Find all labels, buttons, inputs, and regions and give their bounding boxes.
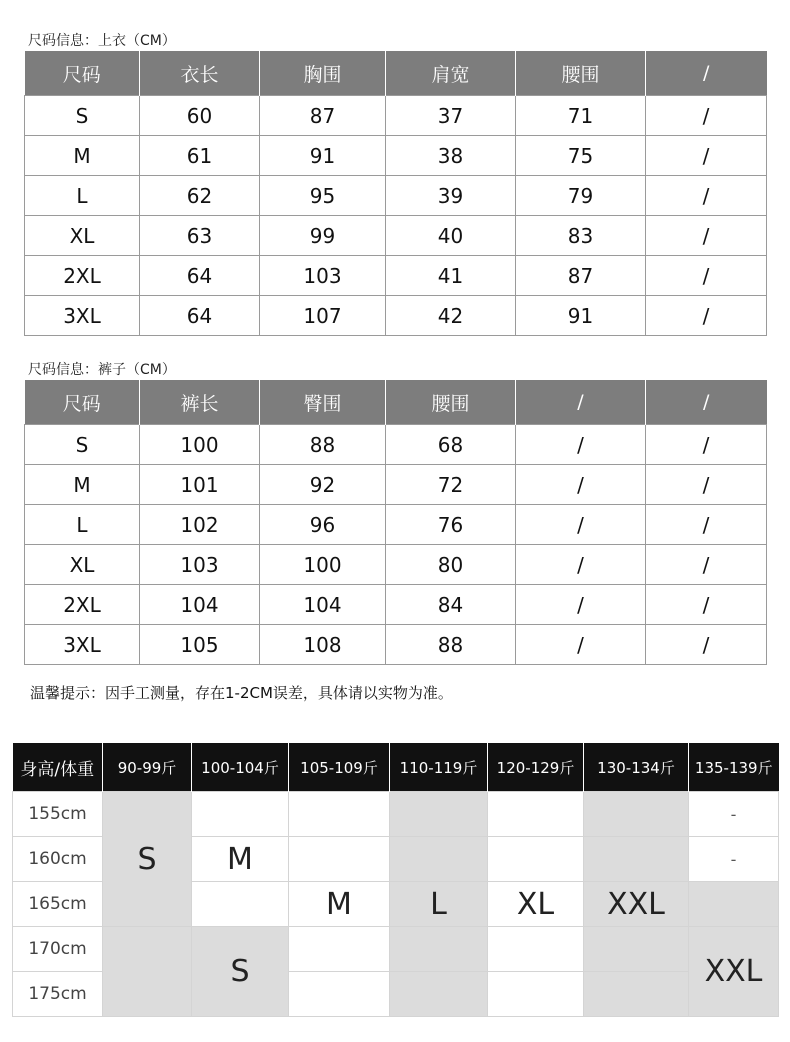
height-label: 155cm [13,792,103,837]
cell: 80 [386,545,516,585]
cell: / [646,256,767,296]
cell: 2XL [25,585,140,625]
size-cell [390,972,488,1017]
cell: 108 [260,625,386,665]
cell: 88 [386,625,516,665]
cell: 61 [140,136,260,176]
cell: 63 [140,216,260,256]
cell: 95 [260,176,386,216]
cell: 103 [260,256,386,296]
col-header-empty: / [516,380,646,425]
size-cell: XXL [689,927,779,1017]
col-header-empty: / [646,380,767,425]
cell: 88 [260,425,386,465]
size-cell [584,837,689,882]
cell: 104 [140,585,260,625]
size-cell [488,927,584,972]
size-cell: M [192,837,289,882]
cell: / [516,425,646,465]
cell: 3XL [25,296,140,336]
col-header-size: 尺码 [25,51,140,96]
bottom-table-caption: 尺码信息：裤子（CM） [28,362,176,378]
col-header-weight: 120-129斤 [488,743,584,792]
col-header-chest: 胸围 [260,51,386,96]
cell: M [25,136,140,176]
table-row [25,96,767,136]
height-label: 160cm [13,837,103,882]
col-header-waist: 腰围 [516,51,646,96]
cell: / [646,136,767,176]
col-header-weight: 100-104斤 [192,743,289,792]
table-row [25,176,767,216]
cell: 71 [516,96,646,136]
col-header-empty: / [646,51,767,96]
cell: M [25,465,140,505]
size-cell [390,792,488,837]
table-row [25,505,767,545]
col-header-weight: 105-109斤 [289,743,390,792]
cell: 64 [140,256,260,296]
cell: 92 [260,465,386,505]
cell: 40 [386,216,516,256]
table-row [25,216,767,256]
cell: 68 [386,425,516,465]
size-cell [289,792,390,837]
table-row [25,545,767,585]
size-cell: S [192,927,289,1017]
table-row [25,136,767,176]
size-cell [488,792,584,837]
size-cell: L [390,882,488,927]
size-cell [488,837,584,882]
cell: 39 [386,176,516,216]
cell: 103 [140,545,260,585]
cell: / [646,465,767,505]
cell: / [646,296,767,336]
size-cell [584,972,689,1017]
table-row [25,425,767,465]
bottom-table-header-row [25,380,767,425]
cell: / [646,585,767,625]
size-cell [192,792,289,837]
top-size-table [24,51,767,336]
cell: / [516,625,646,665]
col-header-size: 尺码 [25,380,140,425]
cell: XL [25,216,140,256]
size-cell [192,882,289,927]
col-header-waist: 腰围 [386,380,516,425]
cell: 105 [140,625,260,665]
cell: 72 [386,465,516,505]
size-cell: - [689,792,779,837]
table-row [25,296,767,336]
size-cell [289,837,390,882]
size-cell: XL [488,882,584,927]
col-header-weight: 135-139斤 [689,743,779,792]
col-header-length: 衣长 [140,51,260,96]
cell: 87 [516,256,646,296]
size-cell: S [103,792,192,927]
cell: 2XL [25,256,140,296]
cell: 91 [260,136,386,176]
table-row [25,625,767,665]
cell: 104 [260,585,386,625]
cell: 87 [260,96,386,136]
cell: / [646,425,767,465]
cell: L [25,176,140,216]
cell: 102 [140,505,260,545]
cell: 76 [386,505,516,545]
cell: S [25,425,140,465]
size-cell [289,972,390,1017]
cell: 79 [516,176,646,216]
cell: / [646,216,767,256]
cell: 96 [260,505,386,545]
table-row [13,927,779,972]
cell: 38 [386,136,516,176]
cell: 84 [386,585,516,625]
table-row [13,792,779,837]
cell: / [646,545,767,585]
cell: 100 [260,545,386,585]
cell: / [646,505,767,545]
cell: / [516,545,646,585]
col-header-weight: 110-119斤 [390,743,488,792]
cell: 3XL [25,625,140,665]
cell: 37 [386,96,516,136]
cell: S [25,96,140,136]
size-cell [289,927,390,972]
size-cell: XXL [584,882,689,927]
cell: / [646,176,767,216]
bottom-size-table [24,380,767,665]
cell: 107 [260,296,386,336]
cell: / [516,505,646,545]
fit-header-row [13,743,779,792]
size-cell: M [289,882,390,927]
top-table-header-row [25,51,767,96]
cell: / [646,625,767,665]
height-weight-fit-table [12,743,779,1017]
cell: 41 [386,256,516,296]
col-header-shoulder: 肩宽 [386,51,516,96]
height-label: 170cm [13,927,103,972]
cell: 42 [386,296,516,336]
cell: / [516,465,646,505]
col-header-hip: 臀围 [260,380,386,425]
size-cell [584,927,689,972]
size-cell [689,882,779,927]
cell: 99 [260,216,386,256]
table-row [25,465,767,505]
cell: 100 [140,425,260,465]
col-header-weight: 130-134斤 [584,743,689,792]
size-cell [103,927,192,1017]
col-header-pants-length: 裤长 [140,380,260,425]
cell: XL [25,545,140,585]
col-header-weight: 90-99斤 [103,743,192,792]
cell: 91 [516,296,646,336]
cell: 62 [140,176,260,216]
cell: / [646,96,767,136]
col-header-height-weight: 身高/体重 [13,743,103,792]
cell: 75 [516,136,646,176]
size-cell: - [689,837,779,882]
table-row [25,585,767,625]
cell: 101 [140,465,260,505]
size-cell [584,792,689,837]
height-label: 175cm [13,972,103,1017]
size-cell [390,927,488,972]
cell: 60 [140,96,260,136]
table-row [25,256,767,296]
cell: L [25,505,140,545]
size-cell [488,972,584,1017]
size-cell [390,837,488,882]
cell: 64 [140,296,260,336]
cell: 83 [516,216,646,256]
top-table-caption: 尺码信息：上衣（CM） [28,33,176,49]
height-label: 165cm [13,882,103,927]
cell: / [516,585,646,625]
measurement-tip: 温馨提示：因手工测量，存在1-2CM误差，具体请以实物为准。 [30,684,453,702]
